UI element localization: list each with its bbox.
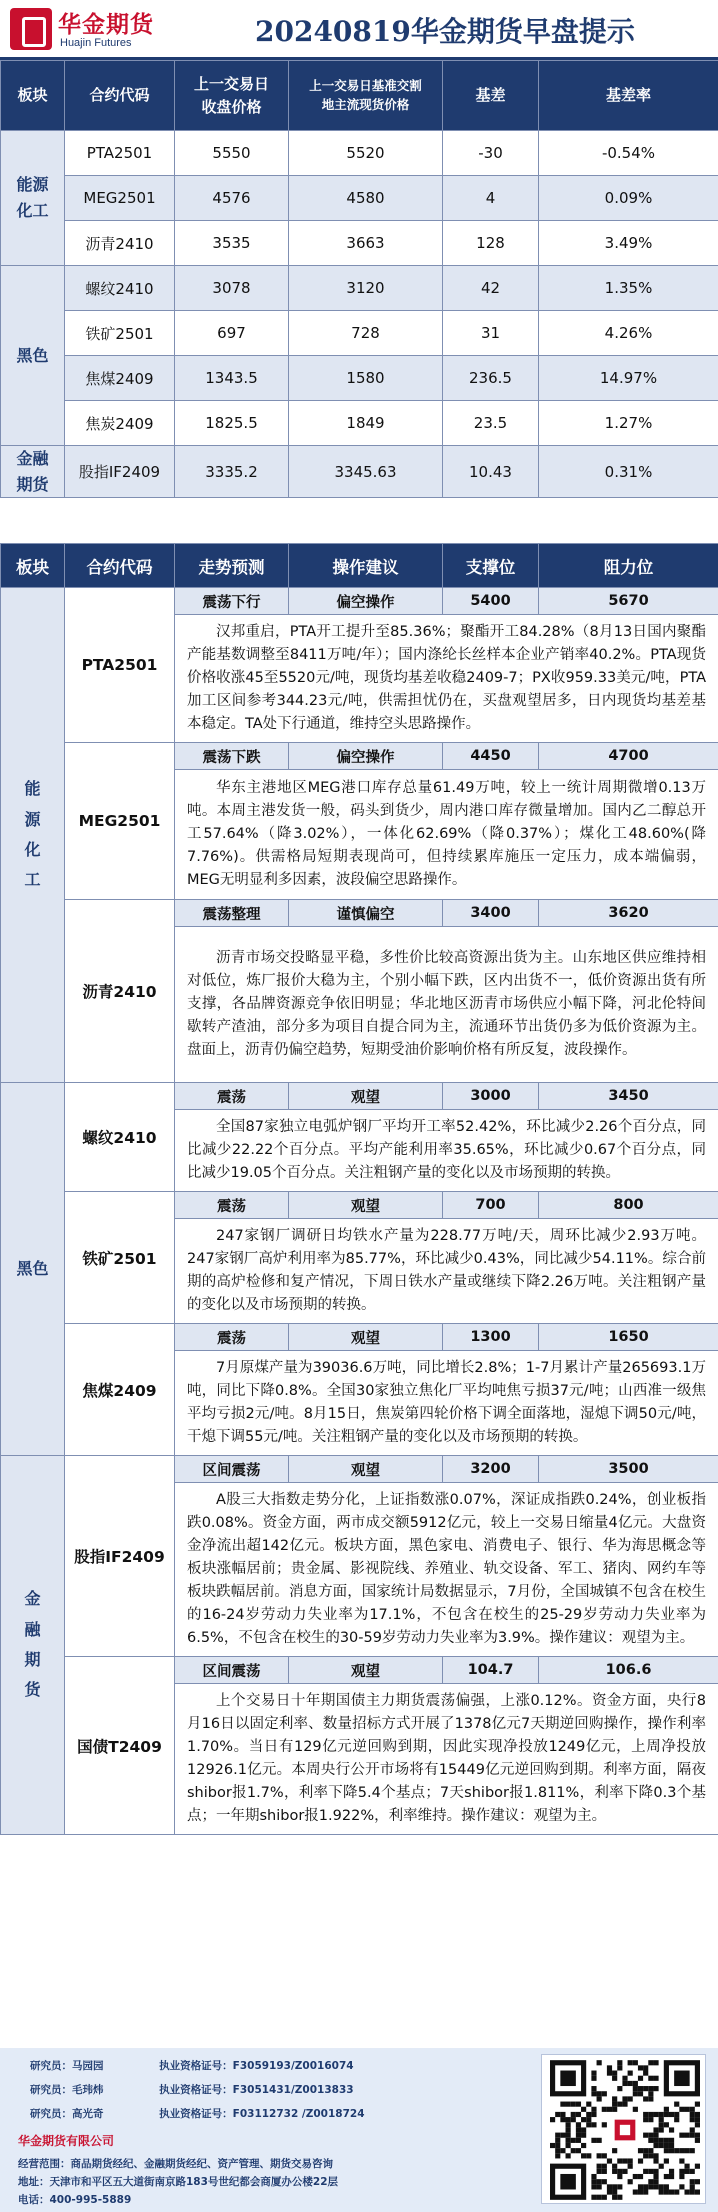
header-trend: 走势预测 xyxy=(175,544,289,588)
cell-code: 铁矿2501 xyxy=(65,311,175,356)
cell-spot: 3663 xyxy=(289,221,443,266)
qr-code-frame xyxy=(541,2054,706,2204)
basis-row xyxy=(1,176,718,221)
analysis-text: 华东主港地区MEG港口库存总量61.49万吨，较上一统计周期微增0.13万吨。本周主港发货一般，码头到货少，周内港口库存微量增加。国内乙二醇总开工57.64%（降3.02%），一体化62.69%（降0.37%）；煤化工48.60%(降7.76%)。供需格局短期表现尚可，但持续累库施压一定压力，成本端偏弱，MEG无明显利多因素，波段偏空思路操作。 xyxy=(175,770,718,900)
sector-label: 黑色 xyxy=(1,266,65,446)
researcher-name: 毛玮炜 xyxy=(72,2084,104,2096)
scope-text: 商品期货经纪、金融期货经纪、资产管理、期货交易咨询 xyxy=(70,2158,333,2170)
operation-advice: 谨慎偏空 xyxy=(289,900,443,927)
contract-code: MEG2501 xyxy=(65,743,175,900)
huajin-logo-icon xyxy=(10,8,52,50)
cell-close: 3335.2 xyxy=(175,446,289,498)
cell-code: 焦煤2409 xyxy=(65,356,175,401)
support-level: 104.7 xyxy=(443,1657,539,1684)
cell-spot: 5520 xyxy=(289,131,443,176)
phone-number: 400-995-5889 xyxy=(49,2194,132,2206)
operation-advice: 观望 xyxy=(289,1324,443,1351)
cell-basis: 23.5 xyxy=(443,401,539,446)
cell-spot: 728 xyxy=(289,311,443,356)
basis-row xyxy=(1,131,718,176)
advice-row xyxy=(1,1083,718,1110)
trend-forecast: 震荡 xyxy=(175,1192,289,1219)
analysis-text: 247家钢厂调研日均铁水产量为228.77万吨/天，周环比减少2.93万吨。247家钢厂高炉利用率为85.77%，环比减少0.43%，同比减少54.11%。综合前期的高炉检修和复产情况，下周日铁水产量或继续下降2.26万吨。关注粗钢产量的变化以及市场预期的转换。 xyxy=(175,1219,718,1324)
operation-advice: 观望 xyxy=(289,1192,443,1219)
researcher-label: 研究员： xyxy=(30,2060,72,2072)
cell-rate: 1.35% xyxy=(539,266,718,311)
cell-basis: 4 xyxy=(443,176,539,221)
sector-label: 能 源 化 工 xyxy=(1,588,65,1083)
advice-row xyxy=(1,1192,718,1219)
sector-label: 黑色 xyxy=(1,1083,65,1456)
advice-row xyxy=(1,743,718,770)
page-title: 20240819华金期货早盘提示 xyxy=(255,15,635,48)
support-level: 3000 xyxy=(443,1083,539,1110)
header-sector: 板块 xyxy=(1,544,65,588)
trend-forecast: 震荡 xyxy=(175,1324,289,1351)
advice-row xyxy=(1,588,718,615)
advice-row xyxy=(1,1324,718,1351)
header-contract: 合约代码 xyxy=(65,544,175,588)
cell-close: 5550 xyxy=(175,131,289,176)
trend-forecast: 震荡整理 xyxy=(175,900,289,927)
cell-code: 沥青2410 xyxy=(65,221,175,266)
resistance-level: 106.6 xyxy=(539,1657,718,1684)
researcher-line xyxy=(30,2082,354,2097)
trend-forecast: 区间震荡 xyxy=(175,1456,289,1483)
support-level: 700 xyxy=(443,1192,539,1219)
analysis-text: 汉邦重启，PTA开工提升至85.36%；聚酯开工84.28%（8月13日国内聚酯产能基数调整至8411万吨/年）；国内涤纶长丝样本企业产销率40.2%。PTA现货价格收涨45至5520元/吨，现货均基差收稳2409-7；PX收959.33美元/吨，PTA加工区间参考344.23元/吨，供需担忧仍在，买盘观望居多，日内现货均基差基本稳定。TA处下行通道，维持空头思路操作。 xyxy=(175,615,718,743)
company-name: 华金期货有限公司 xyxy=(18,2134,115,2148)
page-header xyxy=(0,0,718,60)
cell-close: 1825.5 xyxy=(175,401,289,446)
cell-basis: 31 xyxy=(443,311,539,356)
cell-code: 股指IF2409 xyxy=(65,446,175,498)
cell-spot: 3345.63 xyxy=(289,446,443,498)
header-contract: 合约代码 xyxy=(65,61,175,131)
scope-label: 经营范围： xyxy=(18,2158,71,2170)
cell-spot: 4580 xyxy=(289,176,443,221)
cell-basis: 128 xyxy=(443,221,539,266)
address xyxy=(18,2174,338,2189)
trend-forecast: 区间震荡 xyxy=(175,1657,289,1684)
sector-label: 金 融 期 货 xyxy=(1,1456,65,1835)
basis-table xyxy=(0,60,718,498)
contract-code: PTA2501 xyxy=(65,588,175,743)
support-level: 3200 xyxy=(443,1456,539,1483)
researcher-label: 研究员： xyxy=(30,2108,72,2120)
cell-basis: 236.5 xyxy=(443,356,539,401)
basis-row xyxy=(1,221,718,266)
advice-table xyxy=(0,543,718,1835)
analysis-text: 7月原煤产量为39036.6万吨，同比增长2.8%；1-7月累计产量265693.1万吨，同比下降0.8%。全国30家独立焦化厂平均吨焦亏损37元/吨；山西准一级焦平均亏损2元/吨。8月15日，焦炭第四轮价格下调全面落地，湿熄下调50元/吨，干熄下调55元/吨。关注粗钢产量的变化以及市场预期的转换。 xyxy=(175,1351,718,1456)
resistance-level: 5670 xyxy=(539,588,718,615)
cell-code: 螺纹2410 xyxy=(65,266,175,311)
header-close-price: 上一交易日 收盘价格 xyxy=(175,61,289,131)
header-support: 支撑位 xyxy=(443,544,539,588)
cell-rate: 1.27% xyxy=(539,401,718,446)
basis-row xyxy=(1,266,718,311)
brand-name-english: Huajin Futures xyxy=(60,37,132,49)
cell-close: 1343.5 xyxy=(175,356,289,401)
operation-advice: 观望 xyxy=(289,1456,443,1483)
resistance-level: 800 xyxy=(539,1192,718,1219)
advice-row xyxy=(1,900,718,927)
address-text: 天津市和平区五大道街南京路183号世纪都会商厦办公楼22层 xyxy=(49,2176,339,2188)
support-level: 1300 xyxy=(443,1324,539,1351)
contract-code: 铁矿2501 xyxy=(65,1192,175,1324)
phone xyxy=(18,2192,131,2207)
cell-close: 3535 xyxy=(175,221,289,266)
cell-close: 697 xyxy=(175,311,289,356)
cert-label: 执业资格证号： xyxy=(159,2060,233,2072)
cell-rate: -0.54% xyxy=(539,131,718,176)
trend-forecast: 震荡 xyxy=(175,1083,289,1110)
cert-number: F03112732 /Z0018724 xyxy=(232,2108,365,2120)
analysis-text: A股三大指数走势分化，上证指数涨0.07%，深证成指跌0.24%，创业板指跌0.08%。资金方面，两市成交额5912亿元，较上一交易日缩量4亿元。大盘资金净流出超142亿元。板块方面，黑色家电、消费电子、银行、华为海思概念等板块涨幅居前；贵金属、影视院线、养殖业、轨交设备、军工、猪肉、网约车等板块跌幅居前。消息方面，国家统计局数据显示，7月份，全国城镇不包含在校生的16-24岁劳动力失业率为17.1%，不包含在校生的25-29岁劳动力失业率为6.5%，不包含在校生的30-59岁劳动力失业率为3.9%。操作建议：观望为主。 xyxy=(175,1483,718,1657)
header-sector: 板块 xyxy=(1,61,65,131)
cell-spot: 3120 xyxy=(289,266,443,311)
support-level: 4450 xyxy=(443,743,539,770)
advice-row xyxy=(1,1657,718,1684)
cell-code: MEG2501 xyxy=(65,176,175,221)
trend-forecast: 震荡下行 xyxy=(175,588,289,615)
cert-label: 执业资格证号： xyxy=(159,2084,233,2096)
cell-code: 焦炭2409 xyxy=(65,401,175,446)
header-basis: 基差 xyxy=(443,61,539,131)
cell-close: 3078 xyxy=(175,266,289,311)
researcher-name: 高光奇 xyxy=(72,2108,104,2120)
contract-code: 焦煤2409 xyxy=(65,1324,175,1456)
cell-rate: 0.31% xyxy=(539,446,718,498)
basis-row xyxy=(1,446,718,498)
qr-code-icon xyxy=(550,2060,700,2200)
cert-number: F3051431/Z0013833 xyxy=(232,2084,354,2096)
researcher-label: 研究员： xyxy=(30,2084,72,2096)
advice-table-header xyxy=(1,544,718,588)
operation-advice: 观望 xyxy=(289,1657,443,1684)
cell-spot: 1849 xyxy=(289,401,443,446)
header-resistance: 阻力位 xyxy=(539,544,718,588)
trend-forecast: 震荡下跌 xyxy=(175,743,289,770)
cell-rate: 0.09% xyxy=(539,176,718,221)
cert-label: 执业资格证号： xyxy=(159,2108,233,2120)
cell-code: PTA2501 xyxy=(65,131,175,176)
cell-close: 4576 xyxy=(175,176,289,221)
analysis-text: 上个交易日十年期国债主力期货震荡偏强，上涨0.12%。资金方面，央行8月16日以固定利率、数量招标方式开展了1378亿元7天期逆回购操作，操作利率1.70%。当日有129亿元逆回购到期，因此实现净投放1249亿元，上周净投放12926.1亿元。本周央行公开市场将有15449亿元逆回购到期。利率方面，隔夜shibor报1.7%，利率下降5.4个基点；7天shibor报1.811%，利率下降0.3个基点；一年期shibor报1.922%，利率维持。操作建议：观望为主。 xyxy=(175,1684,718,1835)
header-basis-rate: 基差率 xyxy=(539,61,718,131)
cell-basis: -30 xyxy=(443,131,539,176)
operation-advice: 偏空操作 xyxy=(289,743,443,770)
analysis-text: 沥青市场交投略显平稳，多性价比较高资源出货为主。山东地区供应维持相对低位，炼厂报价大稳为主，个别小幅下跌，区内出货不一，低价资源出货有所支撑，各品牌资源竞争依旧明显；华北地区沥青市场供应小幅下降，河北伦特间歇转产渣油，部分多为项目自提合同为主，流通环节出货仍多为低价资源为主。盘面上，沥青仍偏空趋势，短期受油价影响价格有所反复，波段操作。 xyxy=(175,927,718,1083)
advice-row xyxy=(1,1456,718,1483)
resistance-level: 3450 xyxy=(539,1083,718,1110)
page-footer xyxy=(0,2048,718,2212)
address-label: 地址： xyxy=(18,2176,50,2188)
cell-spot: 1580 xyxy=(289,356,443,401)
support-level: 3400 xyxy=(443,900,539,927)
cell-rate: 3.49% xyxy=(539,221,718,266)
resistance-level: 3500 xyxy=(539,1456,718,1483)
brand-name: 华金期货 xyxy=(58,12,154,38)
contract-code: 国债T2409 xyxy=(65,1657,175,1835)
resistance-level: 1650 xyxy=(539,1324,718,1351)
cell-rate: 4.26% xyxy=(539,311,718,356)
researcher-name: 马园园 xyxy=(72,2060,104,2072)
operation-advice: 偏空操作 xyxy=(289,588,443,615)
business-scope xyxy=(18,2156,333,2171)
researcher-line xyxy=(30,2058,354,2073)
basis-row xyxy=(1,311,718,356)
header-spot-price: 上一交易日基准交割 地主流现货价格 xyxy=(289,61,443,131)
cell-rate: 14.97% xyxy=(539,356,718,401)
cell-basis: 42 xyxy=(443,266,539,311)
basis-table-header xyxy=(1,61,718,131)
operation-advice: 观望 xyxy=(289,1083,443,1110)
header-advice: 操作建议 xyxy=(289,544,443,588)
support-level: 5400 xyxy=(443,588,539,615)
basis-row xyxy=(1,356,718,401)
analysis-text: 全国87家独立电弧炉钢厂平均开工率52.42%，环比减少2.26个百分点，同比减少22.22个百分点。平均产能利用率35.65%，环比减少0.67个百分点，同比减少19.05个百分点。关注粗钢产量的变化以及市场预期的转换。 xyxy=(175,1110,718,1192)
contract-code: 股指IF2409 xyxy=(65,1456,175,1657)
cell-basis: 10.43 xyxy=(443,446,539,498)
sector-label: 金融 期货 xyxy=(1,446,65,498)
contract-code: 螺纹2410 xyxy=(65,1083,175,1192)
phone-label: 电话： xyxy=(18,2194,50,2206)
resistance-level: 3620 xyxy=(539,900,718,927)
sector-label: 能源 化工 xyxy=(1,131,65,266)
resistance-level: 4700 xyxy=(539,743,718,770)
basis-row xyxy=(1,401,718,446)
cert-number: F3059193/Z0016074 xyxy=(232,2060,354,2072)
contract-code: 沥青2410 xyxy=(65,900,175,1083)
researcher-line xyxy=(30,2106,365,2121)
